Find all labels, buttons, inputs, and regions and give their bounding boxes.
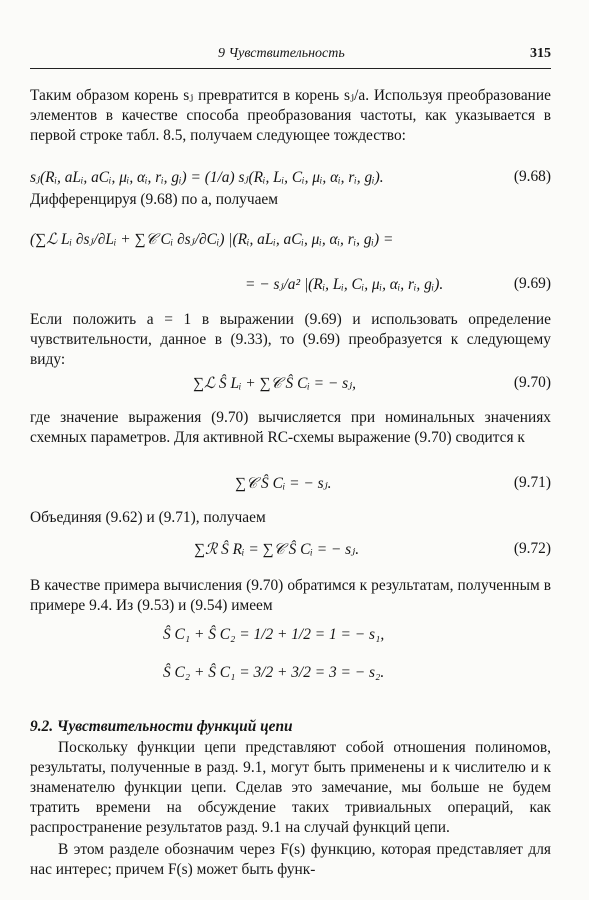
example-equation-1 xyxy=(30,626,551,650)
equation-9-72-body: ∑ℛ Ŝ Rᵢ = ∑𝒞 Ŝ Cᵢ = − sⱼ. xyxy=(194,541,360,558)
equation-9-71 xyxy=(30,474,551,498)
paragraph-differentiating: Дифференцируя (9.68) по a, получаем xyxy=(30,191,278,208)
equation-9-69-line2 xyxy=(30,275,551,299)
header-rule xyxy=(30,68,551,69)
equation-9-71-body: ∑𝒞 Ŝ Cᵢ = − sⱼ. xyxy=(235,475,332,492)
running-header xyxy=(30,44,551,66)
paragraph-network-functions: Поскольку функции цепи представляют собой отношения полиномов, результаты, полученные в разд. 9.1, могут быть применены и к числителю и к знаменателю функции цепи. Сделав это замечание, мы больше не будем тратить времени на обсуждение таких тривиальных операций, как распространение результатов разд. 9.1 на случай функций цепи. xyxy=(30,739,551,836)
equation-9-69-line1-body: (∑ℒ Lᵢ ∂sⱼ/∂Lᵢ + ∑𝒞 Cᵢ ∂sⱼ/∂Cᵢ) |(Rᵢ, aLᵢ, aCᵢ, μᵢ, αᵢ, rᵢ, gᵢ) = xyxy=(30,231,394,248)
equation-number-9-72: (9.72) xyxy=(513,540,551,557)
equation-9-68 xyxy=(30,168,551,192)
example-equation-2 xyxy=(30,664,551,688)
equation-number-9-68: (9.68) xyxy=(513,168,551,185)
equation-9-69-line1 xyxy=(30,225,551,263)
equation-number-9-71: (9.71) xyxy=(513,474,551,491)
paragraph-if-a-1: Если положить a = 1 в выражении (9.69) и использовать определение чувствительности, данное в (9.33), то (9.69) преобразуется к следующему виду: xyxy=(30,311,551,368)
equation-9-69-line2-body: = − sⱼ/a² |(Rᵢ, Lᵢ, Cᵢ, μᵢ, αᵢ, rᵢ, gᵢ). xyxy=(245,276,444,293)
equation-9-70-body: ∑ℒ Ŝ Lᵢ + ∑𝒞 Ŝ Cᵢ = − sⱼ, xyxy=(193,375,357,392)
book-page xyxy=(30,0,551,900)
equation-number-9-69: (9.69) xyxy=(513,275,551,292)
page-number: 315 xyxy=(530,46,551,61)
paragraph-define-f: В этом разделе обозначим через F(s) функцию, которая представляет для нас интерес; причем F(s) может быть функ- xyxy=(30,841,551,878)
paragraph-example: В качестве примера вычисления (9.70) обратимся к результатам, полученным в примере 9.4. Из (9.53) и (9.54) имеем xyxy=(30,577,551,614)
paragraph-nominal-values: где значение выражения (9.70) вычисляется при номинальных значениях схемных параметров. Для активной RC-схемы выражение (9.70) сводится к xyxy=(30,409,551,446)
example-equation-1-body: Ŝ C₁ + Ŝ C₂ = 1/2 + 1/2 = 1 = − s₁, xyxy=(163,626,385,643)
equation-9-72 xyxy=(30,540,551,564)
chapter-title: 9 Чувствительность xyxy=(218,46,345,61)
equation-9-68-body: sⱼ(Rᵢ, aLᵢ, aCᵢ, μᵢ, αᵢ, rᵢ, gᵢ) = (1/a) sⱼ(Rᵢ, Lᵢ, Cᵢ, μᵢ, αᵢ, rᵢ, gᵢ). xyxy=(30,169,384,186)
paragraph-combining: Объединяя (9.62) и (9.71), получаем xyxy=(30,509,266,526)
example-equation-2-body: Ŝ C₂ + Ŝ C₁ = 3/2 + 3/2 = 3 = − s₂. xyxy=(163,664,385,681)
section-heading: 9.2. Чувствительности функций цепи xyxy=(30,718,293,735)
paragraph-intro: Таким образом корень sⱼ превратится в корень sⱼ/a. Используя преобразование элементов в качестве способа преобразования частоты, как указывается в первой строке табл. 8.5, получаем следующее тождество: xyxy=(30,87,551,144)
equation-9-70 xyxy=(30,374,551,398)
equation-number-9-70: (9.70) xyxy=(513,374,551,391)
